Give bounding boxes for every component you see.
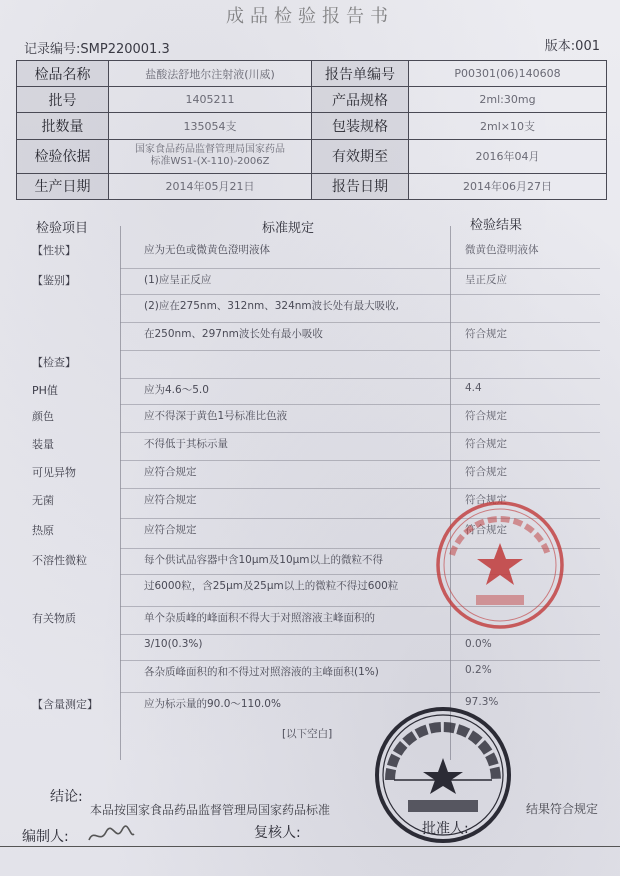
row-divider <box>120 378 600 379</box>
row-result: 符合规定 <box>465 466 507 478</box>
info-row-quantity <box>17 113 607 139</box>
row-result: 符合规定 <box>465 328 507 340</box>
row-item: 可见异物 <box>32 466 76 479</box>
row-divider <box>120 404 600 405</box>
row-divider <box>120 268 600 269</box>
row-standard: 应不得深于黄色1号标准比色液 <box>144 410 288 422</box>
prod-date-label: 生产日期 <box>17 173 109 199</box>
row-result: 4.4 <box>465 382 482 394</box>
basis-value <box>109 139 312 173</box>
row-standard: 在250nm、297nm波长处有最小吸收 <box>144 328 323 340</box>
row-standard: 应符合规定 <box>144 494 197 506</box>
preparer-label: 编制人: <box>22 829 69 845</box>
row-standard: 应符合规定 <box>144 466 197 478</box>
row-result: 97.3% <box>465 696 499 708</box>
row-divider <box>120 432 600 433</box>
row-item: 【鉴别】 <box>32 274 76 287</box>
row-standard: 应符合规定 <box>144 524 197 536</box>
row-standard: 应为标示量的90.0～110.0% <box>144 698 281 710</box>
row-standard: 不得低于其标示量 <box>144 438 228 450</box>
product-name-value: 盐酸法舒地尔注射液(川威) <box>109 61 312 87</box>
row-item: 不溶性微粒 <box>32 554 87 567</box>
row-item: 有关物质 <box>32 612 76 625</box>
expiry-value: 2016年04月 <box>409 139 607 173</box>
header-standard: 标准规定 <box>262 221 315 236</box>
info-row-batch <box>17 87 607 113</box>
bottom-divider <box>0 846 620 847</box>
quantity-value: 135054支 <box>109 113 312 139</box>
row-divider <box>120 350 600 351</box>
row-divider <box>120 660 600 661</box>
report-no-label: 报告单编号 <box>312 61 409 87</box>
row-result: 符合规定 <box>465 524 507 536</box>
handwritten-signature-icon <box>86 824 136 846</box>
row-item: 【含量测定】 <box>32 698 98 711</box>
info-row-basis <box>17 139 607 173</box>
reviewer-label: 复核人: <box>254 825 301 841</box>
row-standard: 单个杂质峰的峰面积不得大于对照溶液主峰面积的 <box>144 612 375 624</box>
row-item: 【检查】 <box>32 356 76 369</box>
info-row-dates <box>17 173 607 199</box>
row-divider <box>120 488 600 489</box>
quantity-label: 批数量 <box>17 113 109 139</box>
conclusion-tail: 结果符合规定 <box>526 802 599 816</box>
batch-value: 1405211 <box>109 87 312 113</box>
row-item: 热原 <box>32 524 54 537</box>
row-item: 无菌 <box>32 494 54 507</box>
product-name-label: 检品名称 <box>17 61 109 87</box>
prod-date-value: 2014年05月21日 <box>109 173 312 199</box>
report-date-label: 报告日期 <box>312 173 409 199</box>
column-divider-left <box>120 226 121 760</box>
version-number: 版本:001 <box>544 39 600 54</box>
package-label: 包装规格 <box>312 113 409 139</box>
basis-label: 检验依据 <box>17 139 109 173</box>
row-divider <box>120 692 600 693</box>
row-result: 0.2% <box>465 664 492 676</box>
record-number: 记录编号:SMP220001.3 <box>24 42 170 57</box>
row-item: 颜色 <box>32 410 54 423</box>
row-standard: 应为无色或微黄色澄明液体 <box>144 244 270 256</box>
package-value: 2ml×10支 <box>409 113 607 139</box>
red-seal-icon <box>430 495 570 635</box>
row-item: PH值 <box>32 384 58 397</box>
conclusion-label: 结论: <box>50 789 83 805</box>
row-result: 符合规定 <box>465 438 507 450</box>
header-result: 检验结果 <box>470 218 523 233</box>
row-result: 呈正反应 <box>465 274 507 286</box>
basis-line-2: 标准WS1-(X-110)-2006Z <box>150 156 270 168</box>
column-divider-right <box>450 226 451 760</box>
approver-label: 批准人: <box>422 821 469 837</box>
conclusion-text: 本品按国家食品药品监督管理局国家药品标准 <box>90 803 331 817</box>
spec-label: 产品规格 <box>312 87 409 113</box>
row-standard: 过6000粒，含25μm及25μm以上的微粒不得过600粒 <box>144 580 399 592</box>
row-item: 装量 <box>32 438 54 451</box>
row-result: 0.0% <box>465 638 492 650</box>
row-standard: (1)应呈正反应 <box>144 274 212 286</box>
batch-label: 批号 <box>17 87 109 113</box>
row-divider <box>120 322 600 323</box>
row-standard: 各杂质峰面积的和不得过对照溶液的主峰面积(1%) <box>144 666 379 678</box>
blank-note: [以下空白] <box>282 728 333 740</box>
report-date-value: 2014年06月27日 <box>409 173 607 199</box>
document-title: 成品检验报告书 <box>226 6 394 27</box>
row-standard: 应为4.6～5.0 <box>144 384 209 396</box>
row-standard: 3/10(0.3%) <box>144 638 203 650</box>
row-divider <box>120 460 600 461</box>
header-item: 检验项目 <box>36 221 89 236</box>
row-standard: (2)应在275nm、312nm、324nm波长处有最大吸收, <box>144 300 399 312</box>
product-info-table <box>16 60 607 200</box>
row-divider <box>120 294 600 295</box>
spec-value: 2ml:30mg <box>409 87 607 113</box>
row-result: 微黄色澄明液体 <box>465 244 539 256</box>
report-no-value: P00301(06)140608 <box>409 61 607 87</box>
row-result: 符合规定 <box>465 494 507 506</box>
info-row-name <box>17 61 607 87</box>
row-standard: 每个供试品容器中含10μm及10μm以上的微粒不得 <box>144 554 384 566</box>
expiry-label: 有效期至 <box>312 139 409 173</box>
row-item: 【性状】 <box>32 244 76 257</box>
row-result: 符合规定 <box>465 410 507 422</box>
basis-line-1: 国家食品药品监督管理局国家药品 <box>135 144 285 156</box>
